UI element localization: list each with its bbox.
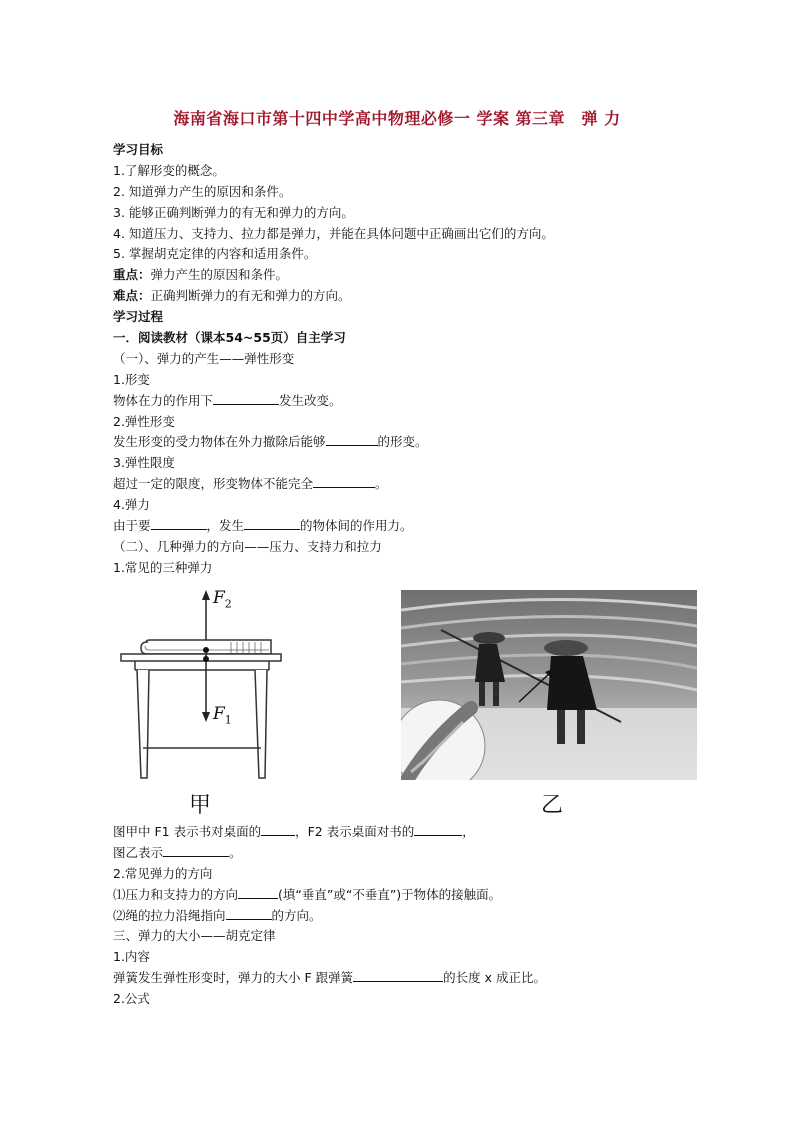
text: 的长度 x 成正比。	[443, 970, 546, 986]
goal-item: 3. 能够正确判断弹力的有无和弹力的方向。	[113, 204, 354, 220]
blank[interactable]	[226, 906, 272, 920]
goal-item: 2. 知道弹力产生的原因和条件。	[113, 183, 292, 199]
text: 的物体间的作用力。	[300, 518, 413, 534]
figure-row	[113, 588, 703, 820]
item2-text	[113, 432, 693, 453]
goal-item: 1.了解形变的概念。	[113, 162, 225, 178]
blank[interactable]	[151, 516, 207, 530]
sub2-heading: （二）、几种弹力的方向——压力、支持力和拉力	[113, 538, 382, 554]
item4-text	[113, 516, 693, 537]
difficult-label: 难点：	[113, 288, 151, 304]
text: ，F2 表示桌面对书的	[295, 824, 415, 839]
f1-label: $F_1$	[213, 704, 232, 727]
content-top	[113, 140, 693, 579]
item3-title: 3.弹性限度	[113, 455, 175, 471]
text: ⑴压力和支持力的方向	[113, 886, 239, 902]
dir-item-2	[113, 906, 713, 927]
item2-title: 2.弹性形变	[113, 413, 175, 429]
item3-text	[113, 474, 693, 495]
figure-jia	[113, 588, 283, 820]
text: 弹簧发生弹性形变时，弹力的大小 F 跟弹簧	[113, 970, 354, 986]
blank[interactable]	[261, 822, 295, 836]
process-heading: 学习过程	[113, 309, 164, 325]
blank[interactable]	[163, 843, 229, 857]
text: 的方向。	[271, 907, 322, 923]
sec3-item2: 2.公式	[113, 991, 150, 1007]
dir-title: 2.常见弹力的方向	[113, 865, 213, 881]
contact-point-dot	[203, 647, 209, 653]
difficult-point	[113, 286, 693, 307]
tug-photo	[401, 590, 697, 780]
fig-question-2	[113, 843, 713, 864]
figure-label-yi: 乙	[541, 793, 564, 818]
item4-title: 4.弹力	[113, 497, 150, 513]
blank[interactable]	[213, 391, 279, 405]
figure-label-jia: 甲	[189, 793, 212, 818]
text: 发生改变。	[279, 392, 342, 408]
key-label: 重点：	[113, 267, 151, 283]
sub1-heading: （一）、弹力的产生——弹性形变	[113, 350, 295, 366]
goals-heading: 学习目标	[113, 142, 164, 157]
dir-item-1	[113, 885, 713, 906]
blank[interactable]	[414, 822, 462, 836]
blank[interactable]	[238, 885, 278, 899]
blank[interactable]	[353, 968, 443, 982]
fig-question-1	[113, 822, 713, 843]
item1-text	[113, 391, 693, 412]
text: 超过一定的限度，形变物体不能完全	[113, 476, 314, 492]
figure-yi	[401, 590, 697, 820]
blank[interactable]	[244, 516, 300, 530]
f2-label: $F_2$	[213, 588, 232, 611]
section1-heading: 一．阅读教材（课本54~55页）自主学习	[113, 330, 346, 346]
blank[interactable]	[326, 432, 378, 446]
text: 。	[229, 844, 242, 860]
text: 发生形变的受力物体在外力撤除后能够	[113, 434, 326, 450]
blank[interactable]	[313, 474, 375, 488]
goal-item: 5. 掌握胡克定律的内容和适用条件。	[113, 246, 317, 262]
text: 图甲中 F1 表示书对桌面的	[113, 824, 262, 839]
sec3-heading: 三、弹力的大小——胡克定律	[113, 928, 276, 944]
table-book-diagram	[113, 588, 283, 820]
text: 。	[375, 476, 388, 492]
text: 的形变。	[377, 434, 428, 450]
content-bottom	[113, 822, 713, 1010]
text: (填“垂直”或“不垂直”)于物体的接触面。	[278, 886, 502, 902]
sec3-text	[113, 968, 713, 989]
text: ，发生	[206, 518, 245, 534]
text: ⑵绳的拉力沿绳指向	[113, 907, 226, 923]
key-text: 弹力产生的原因和条件。	[150, 267, 289, 283]
sec3-item1: 1.内容	[113, 949, 150, 965]
text: 物体在力的作用下	[113, 392, 214, 408]
goal-item: 4. 知道压力、支持力、拉力都是弹力，并能在具体问题中正确画出它们的方向。	[113, 225, 554, 241]
key-point	[113, 265, 693, 286]
text: ，	[462, 824, 475, 839]
sub2-item1: 1.常见的三种弹力	[113, 559, 213, 575]
page-title: 海南省海口市第十四中学高中物理必修一 学案 第三章 弹 力	[173, 109, 621, 128]
contact-point-dot	[203, 656, 209, 662]
item1-title: 1.形变	[113, 371, 150, 387]
text: 由于要	[113, 518, 151, 534]
difficult-text: 正确判断弹力的有无和弹力的方向。	[150, 288, 351, 304]
text: 图乙表示	[113, 844, 164, 860]
